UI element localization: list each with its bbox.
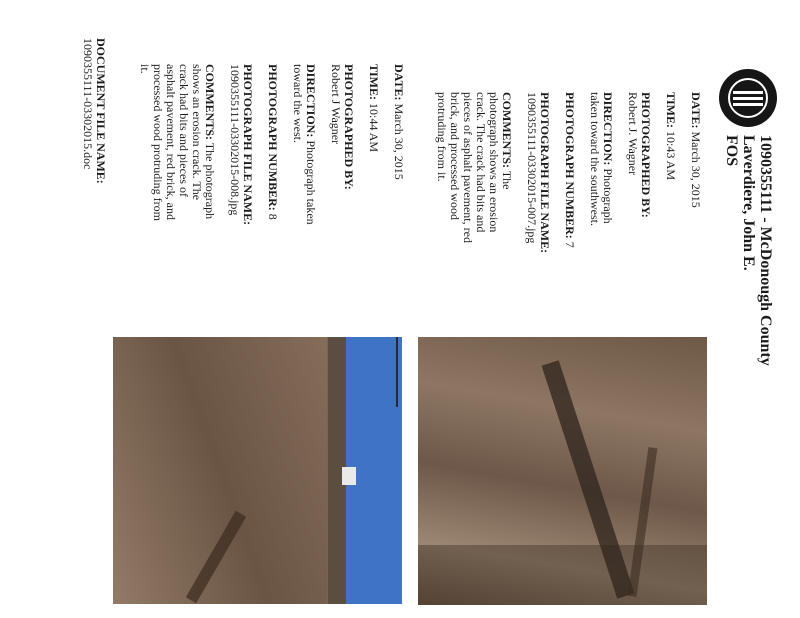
time-row: [367, 64, 380, 229]
file-value: 1090355111-03302015-008.jpg: [228, 64, 242, 216]
photographer-row: [626, 92, 652, 247]
comments-value: The photograph shows an erosion crack. The crack had bits and pieces of asphalt pavement, red brick, and processed wood protruding from it.: [435, 92, 514, 243]
header-owner: Laverdiere, John E.: [740, 135, 757, 271]
file-label: PHOTOGRAPH FILE NAME:: [241, 64, 255, 226]
direction-label: DIRECTION:: [304, 64, 318, 138]
header-site-id: 1090355111 - McDonough County: [757, 135, 774, 366]
photographer-value: Robert J Wagner: [329, 64, 343, 145]
date-label: DATE:: [392, 64, 406, 101]
time-label: TIME:: [367, 64, 381, 100]
erosion-crack-photo-8: [113, 337, 402, 604]
direction-value: Photograph taken toward the southwest.: [588, 92, 615, 226]
document-header: [723, 135, 774, 605]
agency-logo-icon: [719, 69, 777, 127]
date-label: DATE:: [689, 92, 703, 129]
time-value: 10:44 AM: [367, 103, 381, 153]
comments-row: [435, 92, 513, 247]
photo-number-label: PHOTOGRAPH NUMBER:: [563, 92, 577, 239]
photographer-row: [329, 64, 355, 229]
direction-value: Photograph taken toward the west.: [291, 64, 318, 225]
direction-label: DIRECTION:: [601, 92, 615, 166]
time-value: 10:43 AM: [664, 131, 678, 181]
photographer-label: PHOTOGRAPHED BY:: [342, 64, 356, 190]
photo-number-label: PHOTOGRAPH NUMBER:: [266, 64, 280, 211]
date-value: March 30, 2015: [392, 103, 406, 180]
erosion-crack-photo-7: [418, 337, 707, 605]
document-file-value: 1090355111-03302015.doc: [81, 38, 95, 170]
file-row: [525, 92, 552, 254]
photo-entry-7: [423, 92, 703, 254]
time-row: [664, 92, 677, 247]
photo-number-row: [266, 64, 279, 229]
date-row: [392, 64, 405, 229]
photographer-label: PHOTOGRAPHED BY:: [639, 92, 653, 218]
date-value: March 30, 2015: [689, 131, 703, 208]
file-label: PHOTOGRAPH FILE NAME:: [538, 92, 552, 254]
photo-number-value: 8: [266, 213, 280, 220]
photo-number-row: [563, 92, 576, 247]
comments-label: COMMENTS:: [500, 92, 514, 168]
comments-row: [138, 64, 216, 229]
file-row: [228, 64, 254, 229]
date-row: [689, 92, 702, 247]
header-code: FOS: [723, 135, 740, 167]
direction-row: [588, 92, 614, 247]
photo-entry-8: [126, 64, 405, 229]
comments-label: COMMENTS:: [203, 64, 217, 140]
file-value: 1090355111-03302015-007.jpg: [525, 92, 539, 244]
photographer-value: Robert J. Wagner: [626, 92, 640, 176]
comments-value: The photograph shows an erosion crack. The crack had bits and pieces of asphalt pavement, red brick, and processed wood protruding from it.: [138, 64, 217, 221]
document-file-name: [81, 38, 107, 218]
photo-number-value: 7: [563, 241, 577, 248]
document-file-label: DOCUMENT FILE NAME:: [94, 38, 108, 184]
time-label: TIME:: [664, 92, 678, 128]
direction-row: [291, 64, 317, 229]
